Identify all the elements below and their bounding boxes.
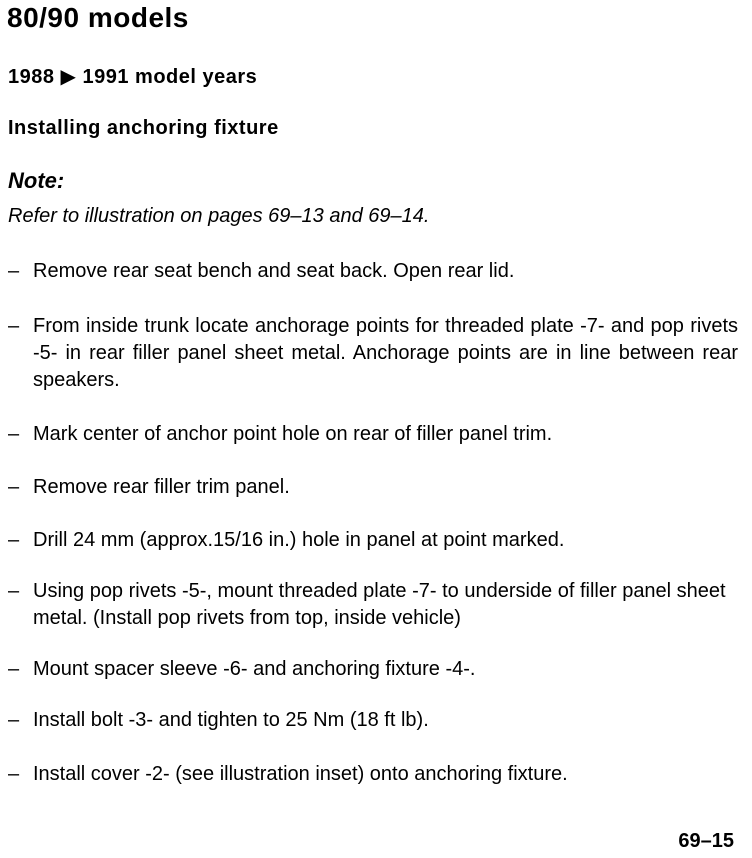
step-text: Mark center of anchor point hole on rear of filler panel trim. [33, 423, 553, 445]
step-item-9 [8, 761, 738, 788]
step-item-4 [8, 474, 738, 501]
step-bullet: – [8, 315, 20, 337]
step-bullet: – [8, 580, 20, 602]
step-text: Remove rear seat bench and seat back. Open rear lid. [33, 260, 515, 282]
step-text: Install bolt -3- and tighten to 25 Nm (18 ft lb). [33, 709, 429, 731]
step-text: Mount spacer sleeve -6- and anchoring fixture -4-. [33, 658, 476, 680]
step-item-8 [8, 707, 738, 734]
step-item-7 [8, 656, 738, 683]
step-item-3 [8, 421, 738, 448]
section-title: Installing anchoring fixture [8, 117, 279, 139]
note-label: Note: [8, 168, 65, 193]
step-text: Drill 24 mm (approx.15/16 in.) hole in panel at point marked. [33, 529, 565, 551]
model-years-subheading: 1988 ▶ 1991 model years [8, 66, 258, 88]
note-text: Refer to illustration on pages 69–13 and 69–14. [8, 205, 430, 227]
step-item-2 [8, 313, 738, 394]
step-text: From inside trunk locate anchorage points for threaded plate -7- and pop rivets -5- in rear filler panel sheet metal. Anchorage points are in line between rear speakers. [33, 315, 738, 391]
step-text: Remove rear filler trim panel. [33, 476, 290, 498]
step-item-1 [8, 258, 738, 285]
step-bullet: – [8, 658, 20, 680]
step-text: Using pop rivets -5-, mount threaded plate -7- to underside of filler panel sheet metal. (Install pop rivets from top, inside vehicle) [33, 580, 726, 629]
step-bullet: – [8, 260, 20, 282]
step-bullet: – [8, 529, 20, 551]
page-number: 69–15 [678, 830, 734, 852]
step-bullet: – [8, 476, 20, 498]
step-bullet: – [8, 423, 20, 445]
step-bullet: – [8, 709, 20, 731]
step-bullet: – [8, 763, 20, 785]
step-item-5 [8, 527, 738, 554]
step-item-6 [8, 578, 738, 632]
page-heading: 80/90 models [7, 2, 189, 33]
step-text: Install cover -2- (see illustration inset) onto anchoring fixture. [33, 763, 568, 785]
